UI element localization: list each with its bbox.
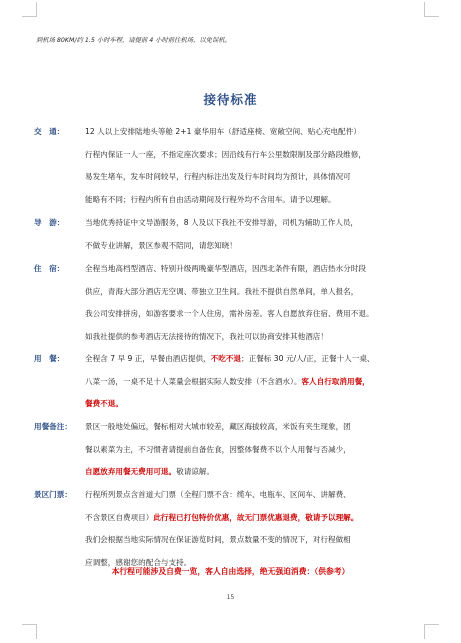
text-run: 行程内保证一人一座，不指定座次要求；因沿线有行车公里数限制及部分路段维修， [85,149,366,159]
text-line [85,258,434,281]
text-line [85,212,434,235]
text-line [85,529,434,552]
page-number: 15 [226,594,235,601]
section-transport [34,121,434,212]
section-label: 住 宿： [34,264,65,273]
text-line [85,484,434,507]
section-label: 用餐备注： [34,422,72,431]
text-run: 行程所列景点含首道大门票（全程门票不含：缆车、电瓶车、区间车、讲解费、 [85,490,351,499]
text-line [85,461,434,484]
section-guide [34,212,434,257]
text-run: 我公司安排拼房，如游客要求一个人住房，需补房差。客人自愿放弃住宿、费用不退。 [85,309,374,319]
section-body [85,348,434,416]
highlighted-text: 自愿放弃用餐无费用可退。 [85,467,177,477]
text-line [85,303,434,326]
page-corner-mark-bottom-left [22,624,37,639]
section-body [85,258,434,349]
text-run: 景区一般地处偏远，餐标相对大城市较差，藏区海拔较高，米饭有夹生现象，团 [85,422,351,431]
section-body [85,121,434,212]
text-run: 我们会根据当地实际情况在保证游览时间，景点数量不变的情况下，对行程做相 [85,535,351,545]
text-run: 当地优秀持证中文导游服务，8 人及以下我社不安排导游，司机为辅助工作人员， [85,218,359,227]
text-line [85,235,434,258]
page-corner-mark-top-right [424,2,439,17]
highlighted-text: 客人自行取消用餐， [301,376,370,386]
text-run: 全程当地高档型酒店、特别升级两晚豪华型酒店，因西北条件有限，酒店热水分时段 [85,264,366,273]
text-run: 如我社提供的参考酒店无法接待的情况下，我社可以协商安排其他酒店！ [85,332,328,342]
text-line [85,439,434,462]
page-corner-mark-bottom-right [424,624,439,639]
text-line [85,507,434,530]
text-run: 能略有不同；行程内所有自由活动期间及行程外均不含用车。请予以理解。 [85,195,336,205]
section-meals [34,348,434,416]
page-corner-mark-top-left [22,2,37,17]
text-run: 应调整，感谢您的配合与支持。 [85,558,192,568]
text-run: 餐以素菜为主，不习惯者请提前自备佐食，因整体餐费不以个人用餐与否减少， [85,444,351,454]
text-line [85,144,434,167]
text-run: 八菜一汤，一桌不足十人菜量会根据实际人数安排（不含酒水）。 [85,376,302,386]
section-meal-notes [34,416,434,484]
header-note: 到机场 80KM/约 1.5 小时车程，请提前 4 小时前往机场，以免误机。 [36,37,231,44]
text-line [85,281,434,304]
section-body [85,484,434,575]
highlighted-text: 餐费不退。 [85,399,123,409]
text-line [85,121,434,144]
section-body [85,416,434,484]
section-tickets [34,484,434,575]
text-line [85,371,434,394]
text-line [85,348,434,371]
text-line [85,416,434,439]
text-run: 敬请谅解。 [176,467,215,477]
section-label: 交 通： [34,127,65,136]
text-line [85,189,434,212]
text-run: 不做专业讲解，景区参观不陪同，请您知晓！ [85,240,237,250]
text-line [85,393,434,416]
section-accommodation [34,258,434,349]
section-label: 用 餐： [34,354,65,363]
text-run: 供应，青海大部分酒店无空调、带独立卫生间。我社不提供自然单间，单人报名， [85,286,359,296]
section-label: 导 游： [34,218,65,227]
section-label: 景区门票： [34,490,72,499]
section-body [85,212,434,257]
highlighted-text: 此行程已打包特价优惠，故无门票优惠退费，敬请予以理解。 [153,512,359,522]
optional-expenses-note: 本行程可能涉及自费一览，客人自由选择，绝无强迫消费：（供参考） [111,567,350,576]
page-title: 接待标准 [203,92,258,107]
highlighted-text: 不吃不退 [210,354,242,363]
text-run: 全程含 7 早 9 正，早餐由酒店提供， [85,354,211,363]
text-line [85,166,434,189]
text-run: 易发生堵车，发车时间较早，行程内标注出发及行车时间均为预计，具体情况可 [85,172,351,182]
text-run: ；正餐标 30 元/人/正，正餐十人一桌、 [241,354,375,363]
text-line [85,326,434,349]
text-run: 12 人以上安排陆地头等舱 2+1 豪华用车（舒适座椅、宽敞空间、贴心充电配件） [85,127,361,136]
text-run: 不含景区自费项目） [85,512,154,522]
